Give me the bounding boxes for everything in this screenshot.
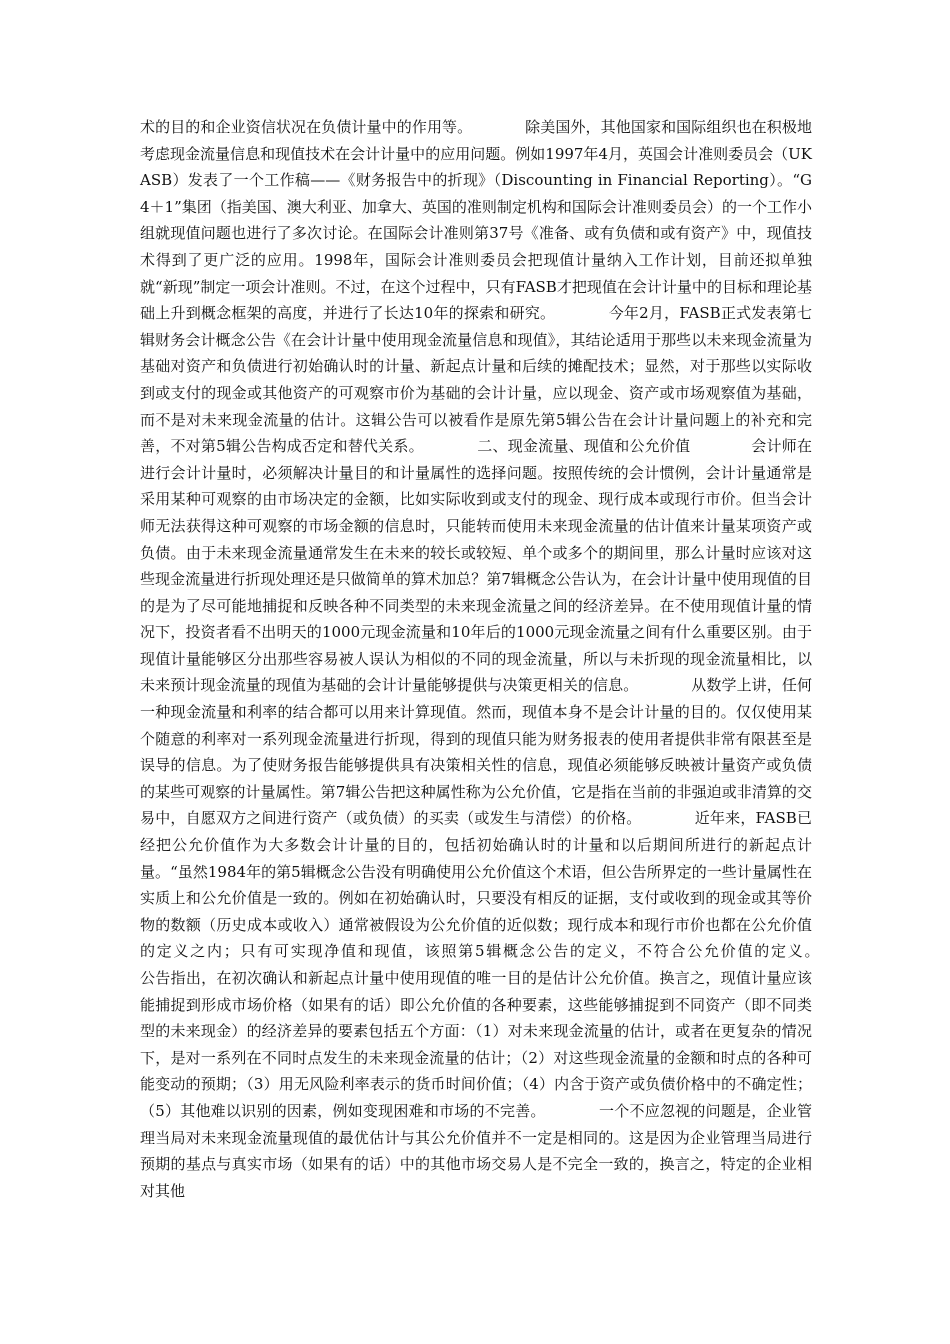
paragraph-text: 术的目的和企业资信状况在负债计量中的作用等。 除美国外，其他国家和国际组织也在积极地考虑现金流量信息和现值技术在会计计量中的应用问题。例如1997年4月，英国会计准则委员会（UKASB）发表了一个工作稿——《财务报告中的折现》（Discounting in Financial Reporting）。“G4＋1”集团（指美国、澳大利亚、加拿大、英国的准则制定机构和国际会计准则委员会）的一个工作小组就现值问题也进行了多次讨论。在国际会计准则第37号《准备、或有负债和或有资产》中，现值技术得到了更广泛的应用。1998年，国际会计准则委员会把现值计量纳入工作计划，目前还拟单独就“新现”制定一项会计准则。不过，在这个过程中，只有FASB才把现值在会计计量中的目标和理论基础上升到概念框架的高度，并进行了长达10年的探索和研究。 今年2月，FASB正式发表第七辑财务会计概念公告《在会计计量中使用现金流量信息和现值》，其结论适用于那些以未来现金流量为基础对资产和负债进行初始确认时的计量、新起点计量和后续的摊配技术；显然，对于那些以实际收到或支付的现金或其他资产的可观察市价为基础的会计计量，应以现金、资产或市场观察值为基础，而不是对未来现金流量的估计。这辑公告可以被看作是原先第5辑公告在会计计量问题上的补充和完善，不对第5辑公告构成否定和替代关系。 二、现金流量、现值和公允价值 会计师在进行会计计量时，必须解决计量目的和计量属性的选择问题。按照传统的会计惯例，会计计量通常是采用某种可观察的由市场决定的金额，比如实际收到或支付的现金、现行成本或现行市价。但当会计师无法获得这种可观察的市场金额的信息时，只能转而使用未来现金流量的估计值来计量某项资产或负债。由于未来现金流量通常发生在未来的较长或较短、单个或多个的期间里，那么计量时应该对这些现金流量进行折现处理还是只做简单的算术加总？第7辑概念公告认为，在会计计量中使用现值的目的是为了尽可能地捕捉和反映各种不同类型的未来现金流量之间的经济差异。在不使用现值计量的情况下，投资者看不出明天的1000元现金流量和10年后的1000元现金流量之间有什么重要区别。由于现值计量能够区分出那些容易被人误认为相似的不同的现金流量，所以与未折现的现金流量相比，以未来预计现金流量的现值为基础的会计计量能够提供与决策更相关的信息。 从数学上讲，任何一种现金流量和利率的结合都可以用来计算现值。然而，现值本身不是会计计量的目的。仅仅使用某个随意的利率对一系列现金流量进行折现，得到的现值只能为财务报表的使用者提供非常有限甚至是误导的信息。为了使财务报告能够提供具有决策相关性的信息，现值必须能够反映被计量资产或负债的某些可观察的计量属性。第7辑公告把这种属性称为公允价值，它是指在当前的非强迫或非清算的交易中，自愿双方之间进行资产（或负债）的买卖（或发生与清偿）的价格。 近年来，FASB已经把公允价值作为大多数会计计量的目的，包括初始确认时的计量和以后期间所进行的新起点计量。“虽然1984年的第5辑概念公告没有明确使用公允价值这个术语，但公告所界定的一些计量属性在实质上和公允价值是一致的。例如在初始确认时，只要没有相反的证据，支付或收到的现金或其等价物的数额（历史成本或收入）通常被假设为公允价值的近似数；现行成本和现行市价也都在公允价值的定义之内；只有可实现净值和现值，该照第5辑概念公告的定义，不符合公允价值的定义。 公告指出，在初次确认和新起点计量中使用现值的唯一目的是估计公允价值。换言之，现值计量应该能捕捉到形成市场价格（如果有的话）即公允价值的各种要素，这些能够捕捉到不同资产（即不同类型的未来现金）的经济差异的要素包括五个方面：（1）对未来现金流量的估计，或者在更复杂的情况下，是对一系列在不同时点发生的未来现金流量的估计；（2）对这些现金流量的金额和时点的各种可能变动的预期；（3）用无风险利率表示的货币时间价值；（4）内含于资产或负债价格中的不确定性；（5）其他难以识别的因素，例如变现困难和市场的不完善。 一个不应忽视的问题是，企业管理当局对未来现金流量现值的最优估计与其公允价值并不一定是相同的。这是因为企业管理当局进行预期的基点与真实市场（如果有的话）中的其他市场交易人是不完全一致的，换言之，特定的企业相对其他 [140, 118, 873, 1200]
body-paragraph [140, 114, 873, 1204]
